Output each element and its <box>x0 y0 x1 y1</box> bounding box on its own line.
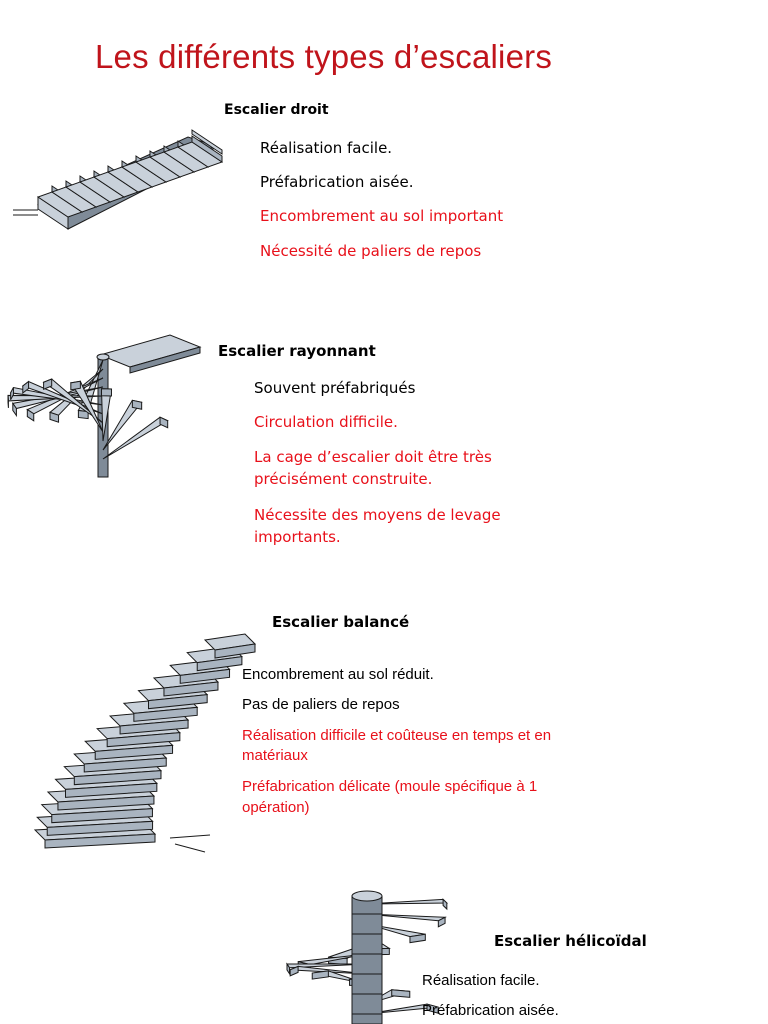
list-item: Pas de paliers de repos <box>242 696 400 713</box>
stair-step-shape <box>102 389 112 396</box>
list-item: La cage d’escalier doit être très <box>254 448 492 466</box>
stair-step-shape <box>132 400 141 409</box>
list-item: précisément construite. <box>254 470 433 488</box>
stair-step-shape <box>312 971 328 979</box>
list-item: opération) <box>242 799 310 816</box>
page-title: Les différents types d’escaliers <box>95 38 553 75</box>
list-item: importants. <box>254 528 341 546</box>
list-item: matériaux <box>242 747 308 764</box>
section-heading-rayonnant: Escalier rayonnant <box>218 342 376 360</box>
section-heading-helicoidal: Escalier hélicoïdal <box>494 932 647 950</box>
stair-step-shape <box>71 381 81 390</box>
list-item: Nécessité de paliers de repos <box>260 242 482 260</box>
list-item: Souvent préfabriqués <box>254 379 416 397</box>
list-item: Réalisation difficile et coûteuse en temps et en <box>242 727 552 744</box>
radiating-staircase-illustration <box>5 305 205 525</box>
list-item: Préfabrication aisée. <box>260 173 414 191</box>
stair-step-shape <box>160 417 168 428</box>
section-heading-droit: Escalier droit <box>224 102 329 118</box>
balanced-staircase-illustration <box>25 640 255 870</box>
stair-step-shape <box>392 990 410 998</box>
list-item: Circulation difficile. <box>254 413 398 431</box>
list-item: Encombrement au sol important <box>260 207 504 225</box>
list-item: Préfabrication délicate (moule spécifique à 1 <box>242 778 538 795</box>
straight-staircase-illustration <box>8 125 238 245</box>
list-item: Réalisation facile. <box>260 139 393 157</box>
stair-step-shape <box>443 899 447 909</box>
list-item: Préfabrication aisée. <box>422 1002 559 1019</box>
stair-step-shape <box>44 379 52 389</box>
list-item: Réalisation facile. <box>422 972 540 989</box>
list-item: Encombrement au sol réduit. <box>242 666 434 683</box>
section-heading-balance: Escalier balancé <box>272 613 410 631</box>
list-item: Nécessite des moyens de levage <box>254 506 501 524</box>
